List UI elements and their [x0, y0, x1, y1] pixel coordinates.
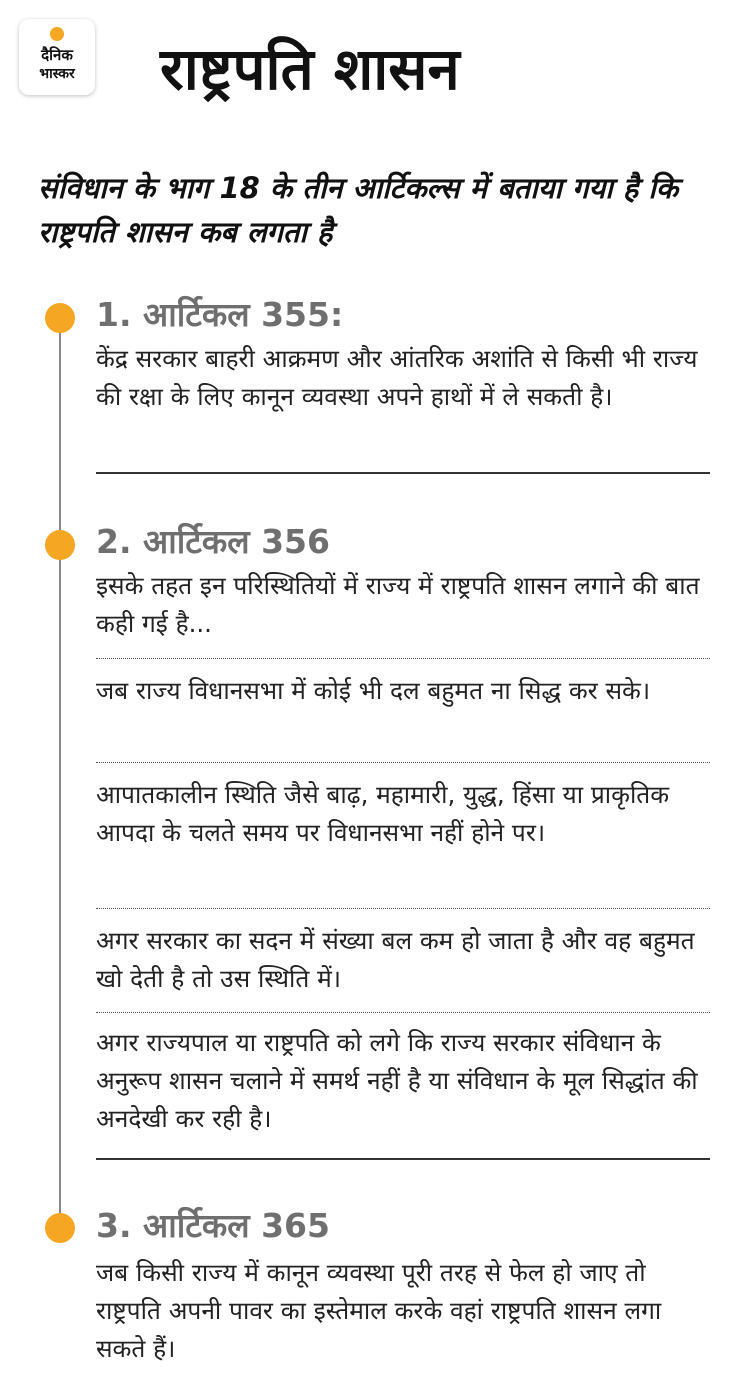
page-title: राष्ट्रपति शासन	[160, 35, 460, 103]
timeline-dot-1	[45, 303, 75, 333]
section-2-heading: 2. आर्टिकल 356	[96, 522, 330, 561]
section-1-paragraph: केंद्र सरकार बाहरी आक्रमण और आंतरिक अशांति से किसी भी राज्य की रक्षा के लिए कानून व्यवस्था अपने हाथों में ले सकती है।	[96, 344, 698, 411]
section-2-item-3: अगर सरकार का सदन में संख्या बल कम हो जाता है और वह बहुमत खो देती है तो उस स्थिति में।	[96, 926, 695, 993]
section-2-intro: इसके तहत इन परिस्थितियों में राज्य में राष्ट्रपति शासन लगाने की बात कही गई है...	[96, 571, 700, 638]
logo-text-line1: दैनिक	[41, 46, 73, 64]
logo-text-line2: भास्कर	[39, 66, 75, 82]
section-2-item-4: अगर राज्यपाल या राष्ट्रपति को लगे कि राज्य सरकार संविधान के अनुरूप शासन चलाने में समर्थ नहीं है या संविधान के मूल सिद्धांत की अनदेखी कर रही है।	[96, 1028, 698, 1133]
page-subtitle: संविधान के भाग 18 के तीन आर्टिकल्स में बताया गया है कि राष्ट्रपति शासन कब लगता है	[38, 171, 679, 249]
timeline-dot-3	[45, 1213, 75, 1243]
section-2-item-2: आपातकालीन स्थिति जैसे बाढ़, महामारी, युद्ध, हिंसा या प्राकृतिक आपदा के चलते समय पर विधानसभा नहीं होने पर।	[96, 780, 670, 847]
dainik-bhaskar-logo	[19, 19, 95, 95]
item-divider	[96, 1012, 710, 1013]
section-divider	[96, 1158, 710, 1160]
item-divider	[96, 658, 710, 659]
section-3-paragraph: जब किसी राज्य में कानून व्यवस्था पूरी तरह से फेल हो जाए तो राष्ट्रपति अपनी पावर का इस्तेमाल करके वहां राष्ट्रपति शासन लगा सकते हैं।	[96, 1258, 662, 1363]
section-divider	[96, 472, 710, 474]
sun-icon	[50, 27, 64, 41]
section-2-item-1: जब राज्य विधानसभा में कोई भी दल बहुमत ना सिद्ध कर सके।	[96, 676, 651, 705]
timeline-dot-2	[45, 530, 75, 560]
timeline-line	[59, 318, 61, 1228]
item-divider	[96, 908, 710, 909]
section-3-heading: 3. आर्टिकल 365	[96, 1206, 330, 1245]
section-1-heading: 1. आर्टिकल 355:	[96, 295, 344, 334]
item-divider	[96, 762, 710, 763]
